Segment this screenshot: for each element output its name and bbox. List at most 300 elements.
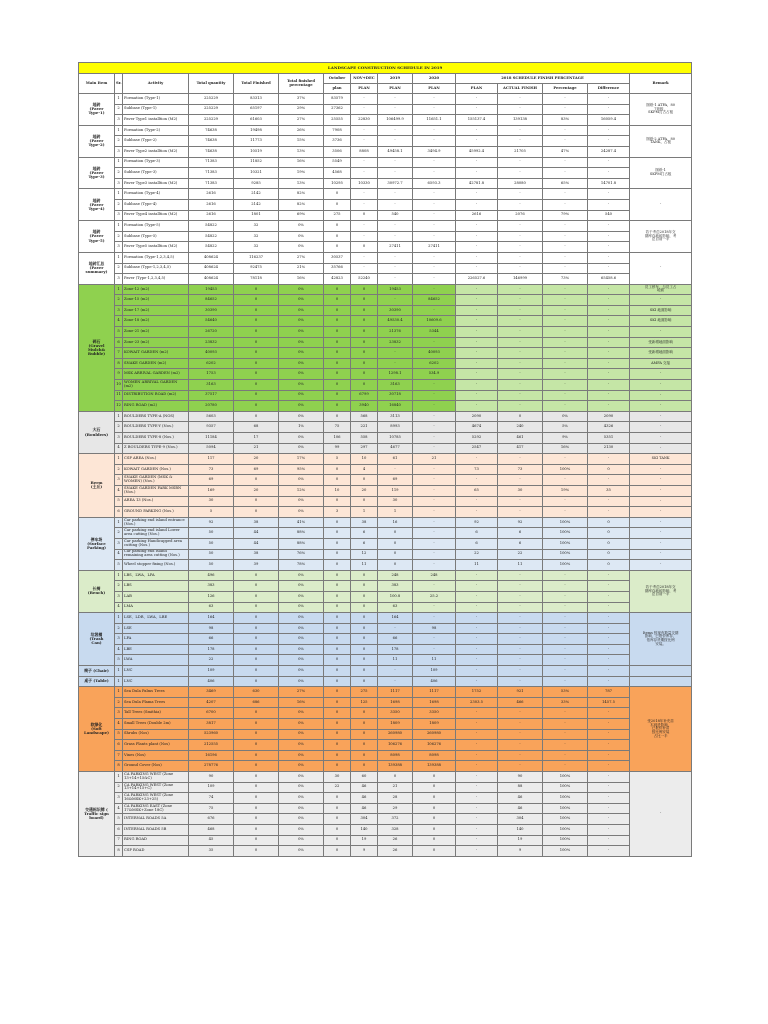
cell-plan-2019: 119 (378, 485, 413, 496)
cell-activity: SNAKE GARDEN (MSK & WOMEN) (Nos.) (123, 475, 189, 486)
cell-plan-2018: - (456, 284, 498, 295)
cell-plan-2020: 0 (413, 814, 456, 825)
sheet-title: LANDSCAPE CONSTRUCTION SCHEDULE IN 2019 (79, 63, 692, 74)
cell-activity: Subbase (Type-1,2,3,4,5) (123, 263, 189, 274)
cell-novdec-plan: 140 (351, 824, 378, 835)
cell-sr: 3 (115, 210, 123, 221)
cell-novdec-plan: 0 (351, 316, 378, 327)
cell-total-quantity: 84652 (189, 295, 234, 306)
cell-finished-pct: 0% (279, 644, 324, 655)
cell-novdec-plan: 6 (351, 538, 378, 549)
cell-remark: - (630, 380, 692, 391)
table-row (79, 348, 692, 359)
cell-october-plan: 3 (324, 507, 351, 518)
cell-total-finished: 0 (234, 835, 279, 846)
cell-plan-2019: 30718 (378, 390, 413, 401)
cell-novdec-plan: - (351, 189, 378, 200)
cell-plan-2019: - (378, 168, 413, 179)
cell-october-plan: 0 (324, 644, 351, 655)
cell-finished-pct: 88% (279, 528, 324, 539)
cell-total-quantity: 9357 (189, 422, 234, 433)
cell-percentage: - (543, 708, 588, 719)
table-row (79, 305, 692, 316)
cell-actual-finish: - (498, 655, 543, 666)
cell-actual-finish: - (498, 719, 543, 730)
cell-october-plan: 0 (324, 793, 351, 804)
cell-percentage: 19% (543, 485, 588, 496)
cell-novdec-plan: - (351, 157, 378, 168)
cell-total-finished: 0 (234, 305, 279, 316)
cell-plan-2019: 0 (378, 549, 413, 560)
cell-october-plan: 0 (324, 390, 351, 401)
cell-plan-2020: - (413, 411, 456, 422)
cell-total-finished: 0 (234, 496, 279, 507)
cell-october-plan: 0 (324, 634, 351, 645)
cell-difference: - (588, 94, 630, 105)
cell-difference: - (588, 570, 630, 581)
cell-total-quantity: 90 (189, 772, 234, 783)
cell-sr: 1 (115, 517, 123, 528)
cell-plan-2020: - (413, 538, 456, 549)
cell-finished-pct: 0% (279, 433, 324, 444)
cell-total-quantity: 676 (189, 814, 234, 825)
cell-sr: 4 (115, 719, 123, 730)
cell-actual-finish: - (498, 740, 543, 751)
cell-percentage: - (543, 94, 588, 105)
cell-finished-pct: 0% (279, 496, 324, 507)
cell-remark: - (630, 485, 692, 496)
cell-actual-finish: - (498, 252, 543, 263)
cell-finished-pct: 0% (279, 348, 324, 359)
cell-novdec-plan: 0 (351, 644, 378, 655)
cell-sr: 1 (115, 284, 123, 295)
cell-total-quantity: 50 (189, 528, 234, 539)
cell-percentage: - (543, 666, 588, 677)
cell-sr: 1 (115, 687, 123, 698)
cell-actual-finish: - (498, 295, 543, 306)
cell-total-finished: 44 (234, 528, 279, 539)
cell-novdec-plan: - (351, 168, 378, 179)
main-item-label: 桌子 (Table) (79, 676, 115, 687)
cell-actual-finish: - (498, 613, 543, 624)
cell-percentage: - (543, 613, 588, 624)
table-row (79, 517, 692, 528)
cell-plan-2020: - (413, 560, 456, 571)
cell-finished-pct: 37% (279, 94, 324, 105)
cell-total-quantity: 69 (189, 475, 234, 486)
cell-remark: - (630, 252, 692, 284)
cell-plan-2018: 42781.8 (456, 178, 498, 189)
cell-total-finished: 0 (234, 740, 279, 751)
cell-total-quantity: 383 (189, 581, 234, 592)
cell-sr: 6 (115, 507, 123, 518)
cell-finished-pct: 0% (279, 401, 324, 412)
cell-actual-finish: - (498, 221, 543, 232)
cell-novdec-plan: 0 (351, 570, 378, 581)
cell-october-plan: 0 (324, 295, 351, 306)
cell-activity: Paver Type3 installtion (M2) (123, 178, 189, 189)
table-row (79, 210, 692, 221)
cell-actual-finish: - (498, 623, 543, 634)
cell-percentage: 47% (543, 146, 588, 157)
cell-plan-2019: 69 (378, 475, 413, 486)
cell-total-quantity: 37517 (189, 390, 234, 401)
cell-novdec-plan: 0 (351, 242, 378, 253)
cell-finished-pct: 0% (279, 772, 324, 783)
cell-remark: 图纸-1 SKPM打占板 (630, 157, 692, 189)
cell-remark: - (630, 496, 692, 507)
cell-sr: 2 (115, 199, 123, 210)
cell-plan-2020: 0 (413, 803, 456, 814)
cell-sr: 3 (115, 433, 123, 444)
cell-sr: 8 (115, 761, 123, 772)
cell-october-plan: 0 (324, 380, 351, 391)
cell-finished-pct: 27% (279, 115, 324, 126)
cell-percentage: - (543, 358, 588, 369)
table-row (79, 221, 692, 232)
cell-actual-finish: - (498, 454, 543, 465)
cell-plan-2019: - (378, 157, 413, 168)
cell-total-quantity: 6202 (189, 358, 234, 369)
cell-sr: 1 (115, 157, 123, 168)
cell-plan-2018: - (456, 337, 498, 348)
cell-total-finished: 686 (234, 697, 279, 708)
cell-remark: 图纸-2 ATPA，80 TANK，占板 (630, 125, 692, 157)
cell-plan-2020: - (413, 433, 456, 444)
cell-finished-pct: 0% (279, 613, 324, 624)
cell-total-finished: 0 (234, 634, 279, 645)
cell-percentage: 16% (543, 443, 588, 454)
cell-total-finished: 0 (234, 380, 279, 391)
cell-actual-finish: - (498, 729, 543, 740)
cell-actual-finish: 30 (498, 485, 543, 496)
cell-total-finished: 630 (234, 687, 279, 698)
cell-percentage: - (543, 295, 588, 306)
cell-sr: 3 (115, 242, 123, 253)
cell-total-quantity: 74638 (189, 146, 234, 157)
cell-difference: - (588, 157, 630, 168)
cell-plan-2018: 6 (456, 528, 498, 539)
cell-difference: 787 (588, 687, 630, 698)
cell-difference: - (588, 602, 630, 613)
cell-percentage: - (543, 623, 588, 634)
cell-total-quantity: 50 (189, 538, 234, 549)
cell-sr: 2 (115, 464, 123, 475)
cell-plan-2018: 2303.5 (456, 697, 498, 708)
cell-total-finished: 0 (234, 676, 279, 687)
cell-october-plan: 3506 (324, 146, 351, 157)
cell-plan-2018: 226527.6 (456, 274, 498, 285)
cell-plan-2020: 260980 (413, 729, 456, 740)
cell-plan-2020: - (413, 581, 456, 592)
cell-activity: KOWAIT GARDEN (m2) (123, 348, 189, 359)
cell-sr: 5 (115, 655, 123, 666)
cell-sr: 6 (115, 337, 123, 348)
cell-difference: - (588, 676, 630, 687)
cell-actual-finish: - (498, 676, 543, 687)
cell-activity: GROUND PARKING (Nos.) (123, 507, 189, 518)
cell-remark: - (630, 507, 692, 518)
cell-difference: - (588, 316, 630, 327)
cell-finished-pct: 0% (279, 591, 324, 602)
cell-actual-finish: - (498, 507, 543, 518)
cell-difference: - (588, 295, 630, 306)
cell-total-finished: 83313 (234, 94, 279, 105)
cell-october-plan: 0 (324, 803, 351, 814)
cell-remark: - (630, 390, 692, 401)
cell-activity: Formation (Type-2) (123, 125, 189, 136)
cell-percentage: - (543, 676, 588, 687)
cell-activity: LBE (123, 644, 189, 655)
cell-activity: Formation (Type-3) (123, 157, 189, 168)
main-item-label: 地砖汇总 (Paver summary) (79, 252, 115, 284)
cell-plan-2019: 100.8 (378, 591, 413, 602)
cell-plan-2020: - (413, 602, 456, 613)
cell-plan-2019: 3163 (378, 380, 413, 391)
cell-remark: - (630, 549, 692, 560)
cell-novdec-plan: 38 (351, 517, 378, 528)
cell-finished-pct: 0% (279, 666, 324, 677)
cell-novdec-plan: - (351, 231, 378, 242)
cell-total-finished: 21 (234, 443, 279, 454)
table-row (79, 475, 692, 486)
cell-plan-2019: 26 (378, 846, 413, 857)
cell-activity: LAB (123, 591, 189, 602)
cell-plan-2019: 28 (378, 793, 413, 804)
cell-actual-finish: - (498, 602, 543, 613)
cell-sr: 5 (115, 327, 123, 338)
cell-plan-2019: - (378, 252, 413, 263)
cell-plan-2018: - (456, 125, 498, 136)
cell-actual-finish: - (498, 644, 543, 655)
cell-percentage: 100% (543, 549, 588, 560)
cell-novdec-plan: - (351, 104, 378, 115)
cell-actual-finish: 2076 (498, 210, 543, 221)
cell-remark: 受新增地面影响 (630, 337, 692, 348)
cell-percentage: 33% (543, 697, 588, 708)
cell-october-plan: 0 (324, 560, 351, 571)
cell-plan-2019: - (378, 231, 413, 242)
cell-finished-pct: 0% (279, 358, 324, 369)
cell-difference: - (588, 803, 630, 814)
cell-activity: BOULDERS TYPE-8 (Nos.) (123, 433, 189, 444)
cell-october-plan: 75 (324, 422, 351, 433)
cell-difference: - (588, 591, 630, 602)
cell-difference: - (588, 348, 630, 359)
cell-october-plan: 0 (324, 591, 351, 602)
cell-plan-2020: - (413, 263, 456, 274)
main-item-label: 长椅 (Bench) (79, 570, 115, 612)
cell-plan-2020: - (413, 549, 456, 560)
cell-plan-2018: - (456, 750, 498, 761)
cell-novdec-plan: 0 (351, 676, 378, 687)
cell-difference: - (588, 814, 630, 825)
main-item-label: 停车场 (Surface Parking) (79, 517, 115, 570)
cell-activity: CA PARKING WEST (Zone 16&MSK+23+25) (123, 793, 189, 804)
main-item-label: 大石 (Boulders) (79, 411, 115, 453)
cell-plan-2019: - (378, 263, 413, 274)
table-row (79, 560, 692, 571)
cell-percentage: - (543, 655, 588, 666)
cell-difference: - (588, 401, 630, 412)
cell-sr: 3 (115, 115, 123, 126)
cell-plan-2019: 29 (378, 803, 413, 814)
cell-october-plan: 0 (324, 189, 351, 200)
cell-finished-pct: 16% (279, 697, 324, 708)
cell-plan-2020: - (413, 443, 456, 454)
cell-difference: - (588, 761, 630, 772)
cell-remark: - (630, 411, 692, 422)
cell-total-quantity: 26720 (189, 327, 234, 338)
cell-remark: 受2018年补充苗 木到货影响， 已报价补苗 按比例安装 占比一半 (630, 687, 692, 772)
cell-october-plan: 0 (324, 549, 351, 560)
cell-remark: - (630, 475, 692, 486)
cell-total-quantity: 164 (189, 613, 234, 624)
cell-plan-2018: 2616 (456, 210, 498, 221)
cell-total-quantity: 2616 (189, 199, 234, 210)
cell-plan-2019: 21376 (378, 327, 413, 338)
cell-percentage: 5% (543, 422, 588, 433)
cell-finished-pct: 0% (279, 846, 324, 857)
cell-activity: LNC (123, 666, 189, 677)
cell-plan-2019: - (378, 348, 413, 359)
cell-plan-2018: 92 (456, 517, 498, 528)
table-row (79, 835, 692, 846)
cell-actual-finish: 0 (498, 411, 543, 422)
cell-activity: LSE (123, 623, 189, 634)
cell-novdec-plan: 19 (351, 835, 378, 846)
cell-finished-pct: 16% (279, 157, 324, 168)
table-row (79, 507, 692, 518)
schedule-table (78, 62, 692, 857)
cell-plan-2019: 21 (378, 782, 413, 793)
cell-plan-2018: - (456, 772, 498, 783)
table-row (79, 613, 692, 624)
cell-total-quantity: 212555 (189, 740, 234, 751)
cell-plan-2020: 0 (413, 824, 456, 835)
cell-total-finished: 32 (234, 221, 279, 232)
cell-actual-finish: - (498, 496, 543, 507)
cell-total-finished: 0 (234, 475, 279, 486)
cell-difference: - (588, 454, 630, 465)
cell-total-quantity: 54822 (189, 242, 234, 253)
cell-sr: 2 (115, 136, 123, 147)
cell-percentage: - (543, 136, 588, 147)
cell-total-quantity: 71383 (189, 157, 234, 168)
cell-plan-2019: 30390 (378, 305, 413, 316)
cell-total-finished: 0 (234, 666, 279, 677)
cell-sr: 7 (115, 750, 123, 761)
cell-october-plan: 0 (324, 729, 351, 740)
cell-plan-2019: 139388 (378, 761, 413, 772)
cell-plan-2020: - (413, 613, 456, 624)
table-row (79, 581, 692, 592)
cell-finished-pct: 0% (279, 655, 324, 666)
cell-plan-2018: 1752 (456, 687, 498, 698)
cell-sr: 6 (115, 824, 123, 835)
cell-plan-2018: 4674 (456, 422, 498, 433)
cell-plan-2019: 27411 (378, 242, 413, 253)
cell-plan-2019: 1117 (378, 687, 413, 698)
cell-october-plan: 0 (324, 231, 351, 242)
cell-finished-pct: 1% (279, 422, 324, 433)
cell-percentage: - (543, 496, 588, 507)
cell-plan-2020: 248 (413, 570, 456, 581)
cell-october-plan: 0 (324, 740, 351, 751)
cell-october-plan: 10295 (324, 178, 351, 189)
cell-plan-2018: - (456, 390, 498, 401)
cell-total-finished: 0 (234, 846, 279, 857)
header-2019: 2019 (378, 74, 413, 84)
cell-difference: 540 (588, 210, 630, 221)
table-row (79, 263, 692, 274)
cell-remark: - (630, 443, 692, 454)
cell-finished-pct: 0% (279, 719, 324, 730)
cell-plan-2018: - (456, 168, 498, 179)
cell-actual-finish: - (498, 125, 543, 136)
cell-plan-2020: 0 (413, 772, 456, 783)
cell-finished-pct: 0% (279, 824, 324, 835)
cell-plan-2020: - (413, 157, 456, 168)
cell-october-plan: 0 (324, 284, 351, 295)
cell-sr: 3 (115, 538, 123, 549)
cell-difference: - (588, 581, 630, 592)
cell-total-quantity: 109 (189, 782, 234, 793)
cell-remark: - (630, 401, 692, 412)
cell-difference: - (588, 104, 630, 115)
cell-plan-2018: 155137.4 (456, 115, 498, 126)
cell-plan-2019: - (378, 666, 413, 677)
cell-activity: Zone-17 (m2) (123, 305, 189, 316)
cell-sr: 12 (115, 401, 123, 412)
cell-total-quantity: 92 (189, 517, 234, 528)
cell-sr: 2 (115, 623, 123, 634)
table-row (79, 803, 692, 814)
cell-difference: 4326 (588, 422, 630, 433)
cell-plan-2020: - (413, 189, 456, 200)
cell-total-finished: 0 (234, 719, 279, 730)
cell-october-plan: 0 (324, 814, 351, 825)
cell-activity: Vines (Nos) (123, 750, 189, 761)
cell-october-plan: 0 (324, 835, 351, 846)
cell-total-quantity: 126 (189, 591, 234, 602)
cell-plan-2018: - (456, 729, 498, 740)
cell-finished-pct: 29% (279, 104, 324, 115)
cell-sr: 10 (115, 380, 123, 391)
cell-plan-2020: 84652 (413, 295, 456, 306)
cell-difference: - (588, 613, 630, 624)
cell-plan-2020: - (413, 104, 456, 115)
cell-activity: Ground Cover (Nos) (123, 761, 189, 772)
cell-novdec-plan: 0 (351, 380, 378, 391)
cell-plan-2018: - (456, 591, 498, 602)
cell-difference: - (588, 655, 630, 666)
cell-activity: Formation (Type-1,2,3,4,5) (123, 252, 189, 263)
cell-finished-pct: 0% (279, 443, 324, 454)
cell-plan-2018: 22 (456, 549, 498, 560)
cell-novdec-plan: 0 (351, 581, 378, 592)
cell-plan-2018: - (456, 348, 498, 359)
cell-activity: Car parking Handicapped area cutting (Nos.) (123, 538, 189, 549)
table-row (79, 316, 692, 327)
cell-total-finished: 0 (234, 655, 279, 666)
cell-plan-2018: - (456, 221, 498, 232)
cell-activity: Formation (Type-5) (123, 221, 189, 232)
cell-activity: Subbase (Type-2) (123, 136, 189, 147)
cell-activity: Sea Dula Palms Trees (123, 687, 189, 698)
table-row (79, 708, 692, 719)
cell-remark: - (630, 189, 692, 221)
